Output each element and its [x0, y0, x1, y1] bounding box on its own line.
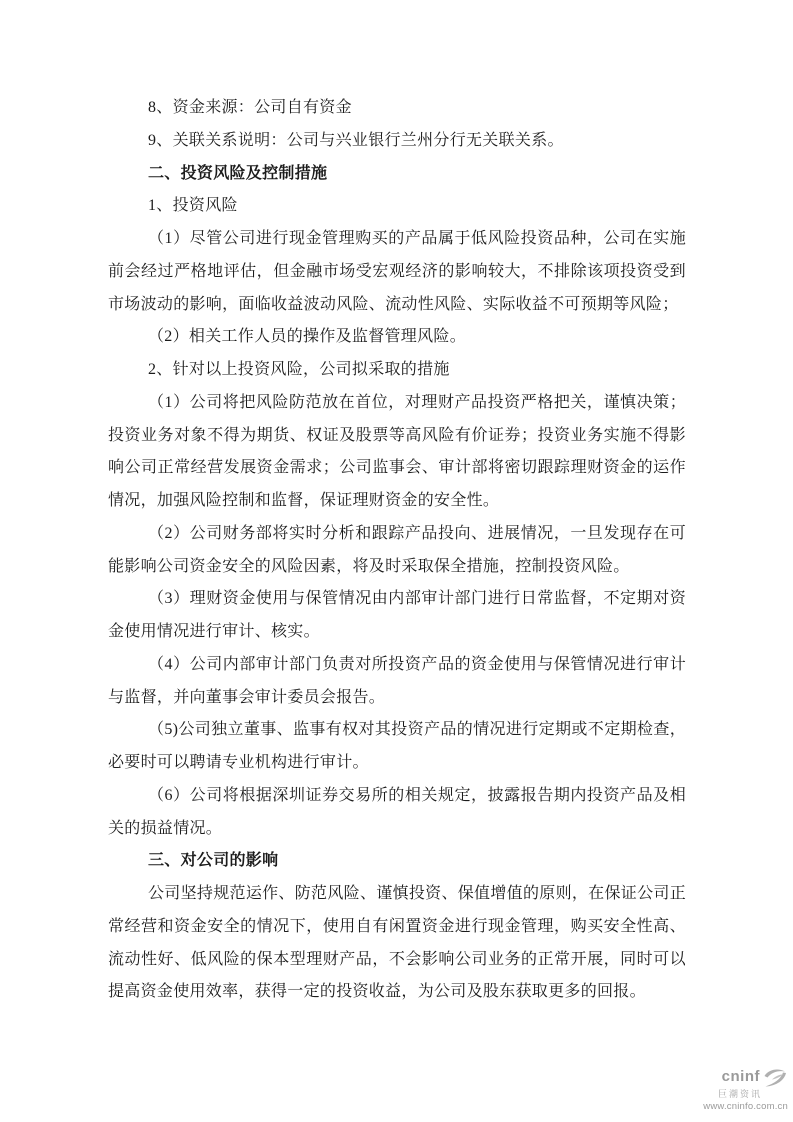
cninfo-url: www.cninfo.com.cn — [703, 1100, 788, 1112]
section-heading: 二、投资风险及控制措施 — [148, 164, 328, 182]
doc-paragraph: （6）公司将根据深圳证券交易所的相关规定，披露报告期内投资产品及相关的损益情况。 — [108, 786, 686, 837]
section-heading: 三、对公司的影响 — [148, 852, 279, 870]
doc-paragraph: 公司坚持规范运作、防范风险、谨慎投资、保值增值的原则，在保证公司正常经营和资金安全的情况下，使用自有闲置资金进行现金管理，购买安全性高、流动性好、低风险的保本型理财产品，不会影响公司业务的正常开展，同时可以提高资金使用效率，获得一定的投资收益，为公司及股东获取更多的回报。 — [108, 885, 686, 1001]
doc-paragraph: （4）公司内部审计部门负责对所投资产品的资金使用与保管情况进行审计与监督，并向董事会审计委员会报告。 — [108, 655, 686, 706]
doc-paragraph: （1）公司将把风险防范放在首位，对理财产品投资严格把关，谨慎决策；投资业务对象不得为期货、权证及股票等高风险有价证券；投资业务实施不得影响公司正常经营发展资金需求；公司监事会、审计部将密切跟踪理财资金的运作情况，加强风险控制和监督，保证理财资金的安全性。 — [108, 393, 686, 509]
doc-paragraph: （2）公司财务部将实时分析和跟踪产品投向、进展情况，一旦发现存在可能影响公司资金安全的风险因素，将及时采取保全措施，控制投资风险。 — [108, 524, 686, 575]
cninfo-brand-text: cninf — [721, 1068, 760, 1086]
doc-paragraph: 2、针对以上投资风险，公司拟采取的措施 — [148, 361, 450, 378]
doc-paragraph: 8、资金来源：公司自有资金 — [148, 99, 352, 116]
cninfo-swirl-icon — [762, 1067, 788, 1089]
doc-paragraph: 1、投资风险 — [148, 197, 238, 215]
doc-paragraph: （1）尽管公司进行现金管理购买的产品属于低风险投资品种，公司在实施前会经过严格地评估，但金融市场受宏观经济的影响较大，不排除该项投资受到市场波动的影响，面临收益波动风险、流动性风险、实际收益不可预期等风险； — [108, 230, 686, 313]
doc-paragraph: （2）相关工作人员的操作及监督管理风险。 — [148, 328, 467, 346]
doc-paragraph: （5)公司独立董事、监事有权对其投资产品的情况进行定期或不定期检查，必要时可以聘请专业机构进行审计。 — [108, 721, 686, 771]
cninfo-name-cn: 巨潮资讯 — [717, 1088, 762, 1099]
doc-paragraph: （3）理财资金使用与保管情况由内部审计部门进行日常监督，不定期对资金使用情况进行审计、核实。 — [108, 590, 686, 640]
doc-paragraph: 9、关联关系说明：公司与兴业银行兰州分行无关联关系。 — [148, 131, 564, 149]
cninfo-logo — [703, 1067, 788, 1112]
cninfo-logo-row — [703, 1067, 788, 1089]
document-body — [108, 92, 686, 1009]
